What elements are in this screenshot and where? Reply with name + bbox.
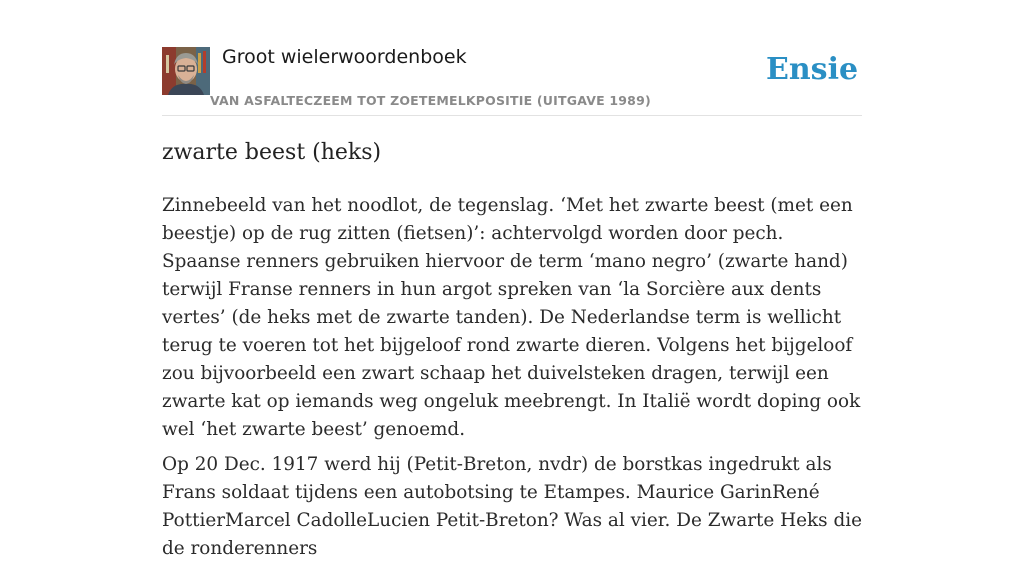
entry-title: zwarte beest (heks) (162, 140, 382, 165)
entry-paragraph: Op 20 Dec. 1917 werd hij (Petit-Breton, nvdr) de borstkas ingedrukt als Frans soldaat tijdens een autobotsing te Etampes. Maurice GarinRené PottierMarcel CadolleLucien Petit-Breton? Was al vier. De Zwarte Heks die de ronderenners (162, 454, 862, 559)
ensie-logo-link[interactable]: Ensie (766, 52, 859, 87)
author-photo-icon (162, 47, 210, 95)
book-subtitle: VAN ASFALTECZEEM TOT ZOETEMELKPOSITIE (UITGAVE 1989) (210, 93, 651, 108)
entry-paragraph: Zinnebeeld van het noodlot, de tegenslag. ‘Met het zwarte beest (met een beestje) op de rug zitten (fietsen)’: achtervolgd worden door pech. Spaanse renners gebruiken hiervoor de term ‘mano negro’ (zwarte hand) terwijl Franse renners in hun argot spreken van ‘la Sorcière aux dents vertes’ (de heks met de zwarte tanden). De Nederlandse term is wellicht terug te voeren tot het bijgeloof rond zwarte dieren. Volgens het bijgeloof zou bijvoorbeeld een zwart schaap het duivelsteken dragen, terwijl een zwarte kat op iemands weg ongeluk meebrengt. In Italië wordt doping ook wel ‘het zwarte beest’ genoemd. (162, 195, 861, 440)
book-title[interactable]: Groot wielerwoordenboek (222, 46, 467, 68)
header-divider (162, 115, 862, 116)
entry-body (162, 192, 867, 570)
author-avatar[interactable] (162, 47, 210, 95)
